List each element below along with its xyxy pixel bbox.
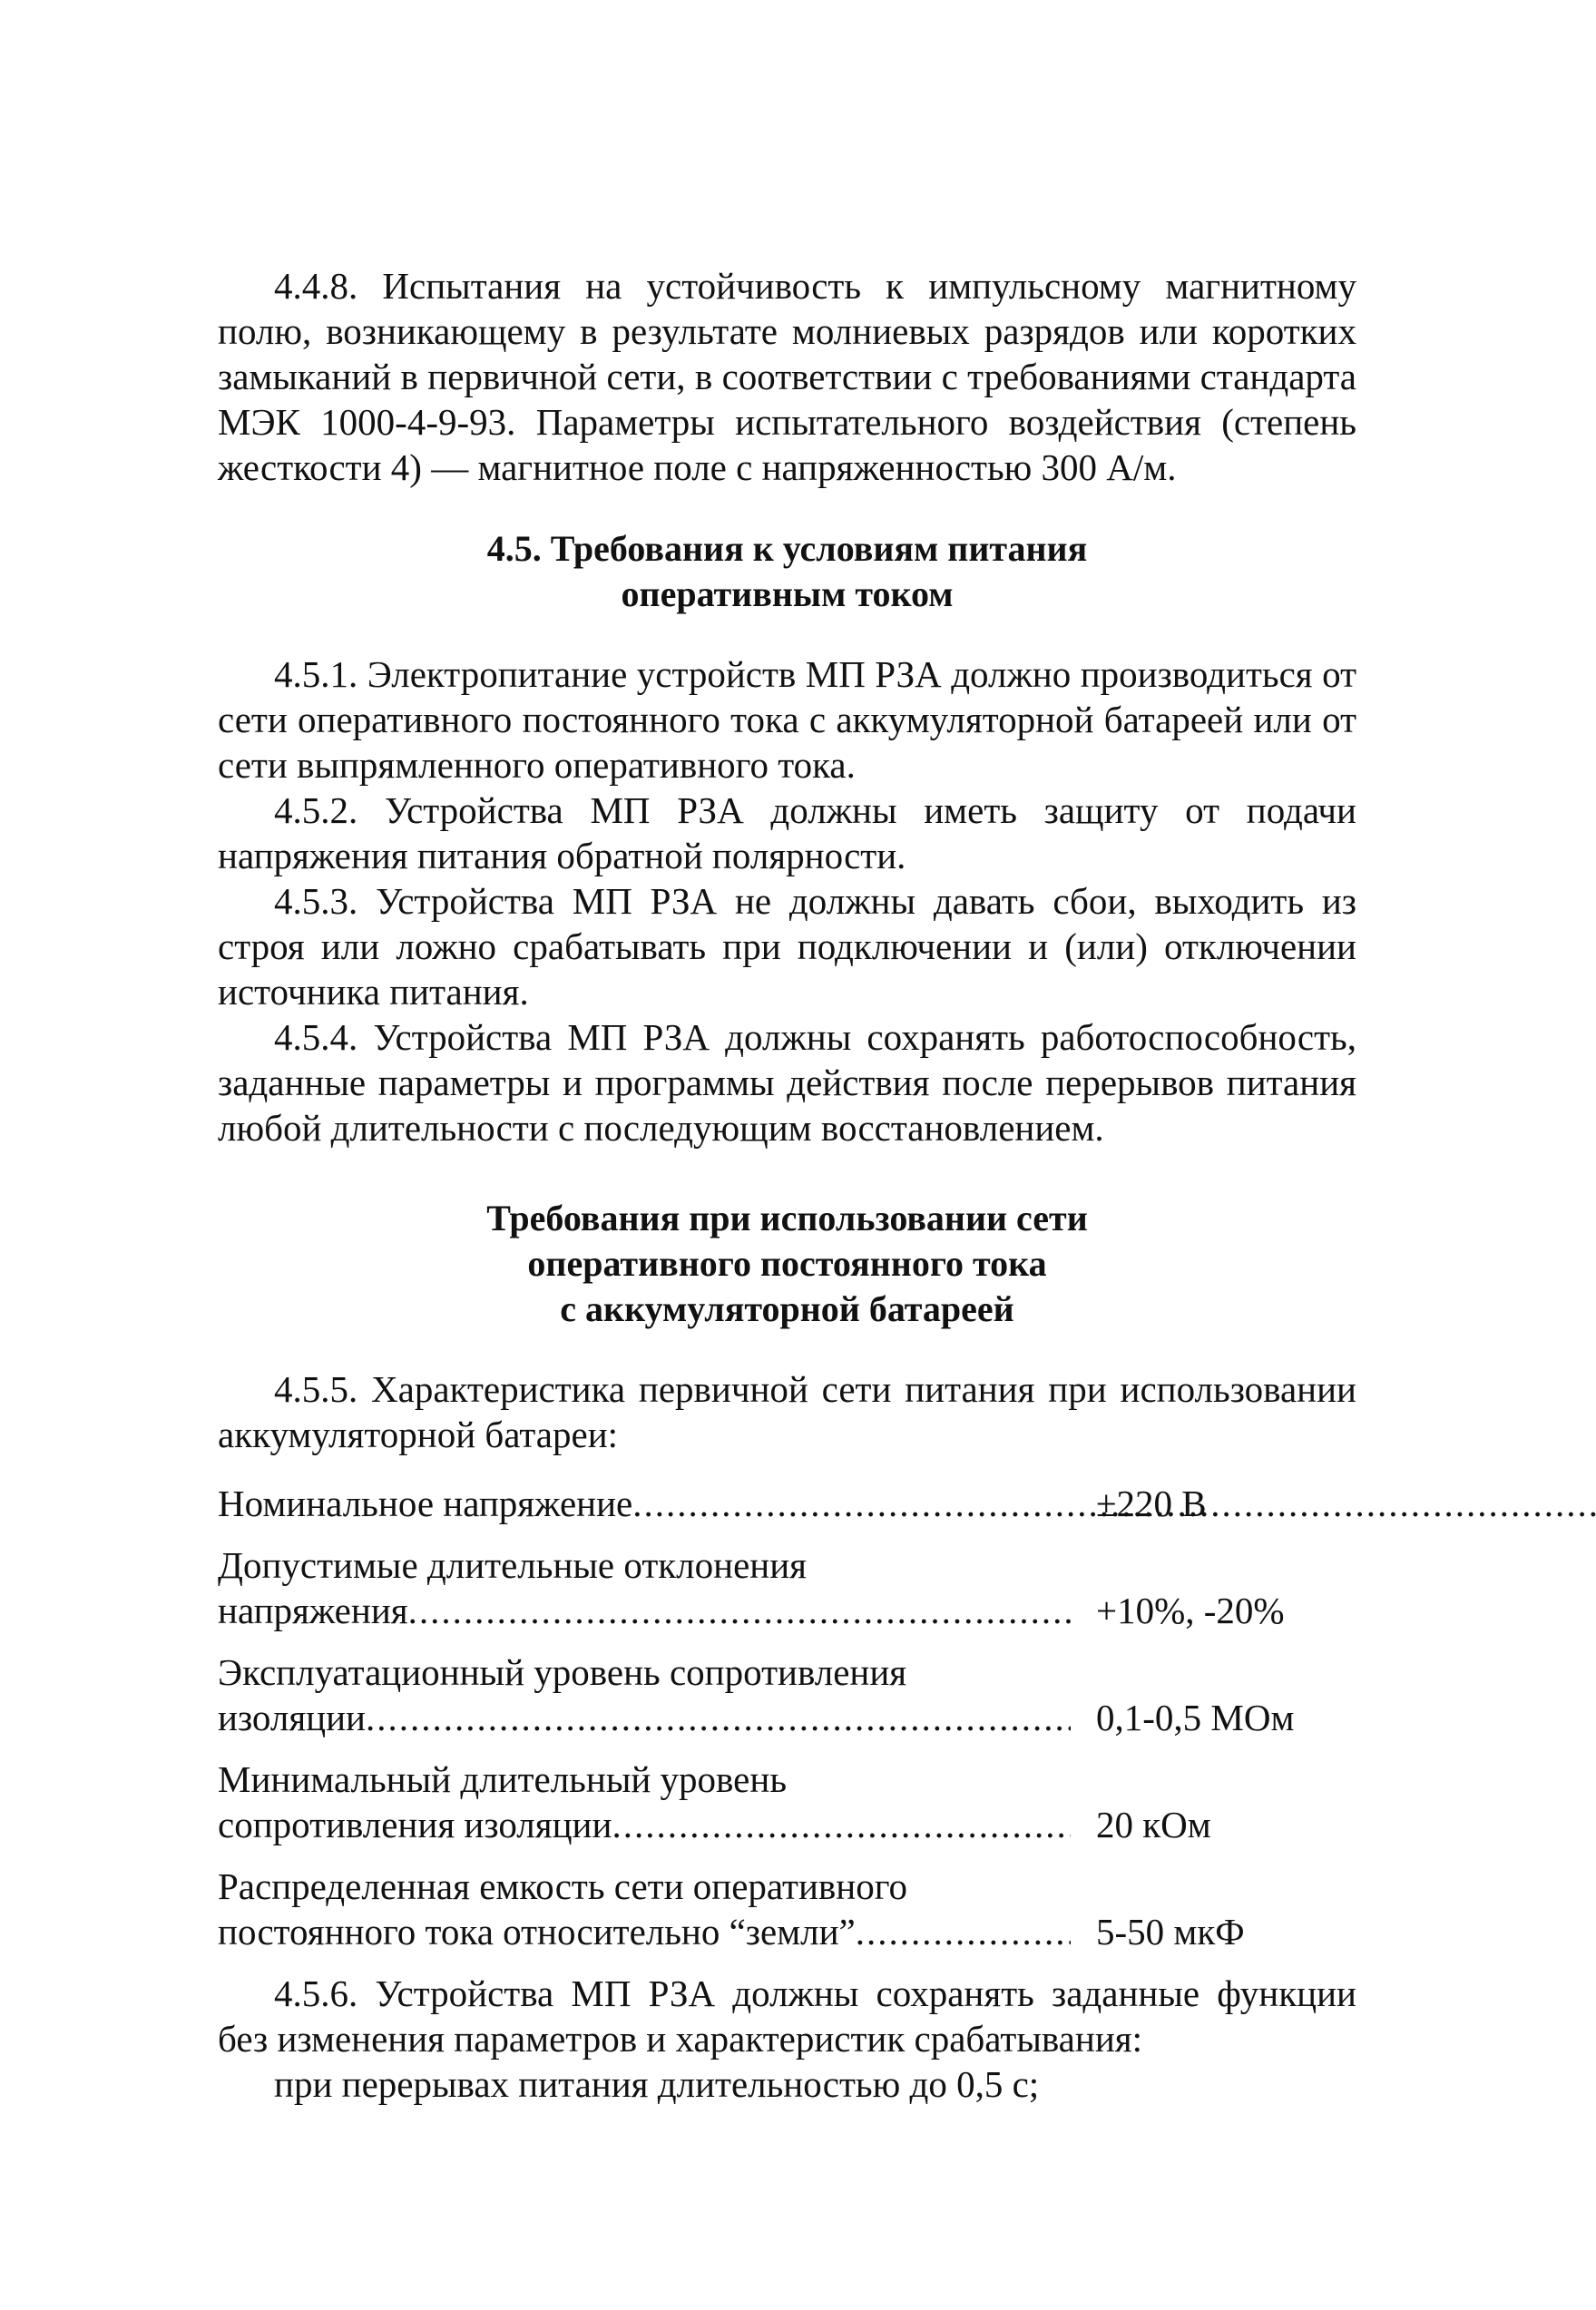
parameters-list xyxy=(218,1481,1356,1954)
heading-line: Требования при использовании сети xyxy=(486,1198,1088,1238)
param-value: +10%, -20% xyxy=(1096,1590,1285,1631)
heading-line: 4.5. Требования к условиям питания xyxy=(486,528,1088,569)
heading-line: оперативного постоянного тока xyxy=(527,1243,1047,1284)
param-row xyxy=(218,1481,1356,1526)
paragraph-4-5-6: 4.5.6. Устройства МП РЗА должны сохранять заданные функции без изменения параметров и характеристик срабатывания: xyxy=(218,1972,1356,2060)
param-row xyxy=(218,1542,1356,1633)
paragraph-4-5-2: 4.5.2. Устройства МП РЗА должны иметь защиту от подачи напряжения питания обратной полярности. xyxy=(218,789,1356,876)
param-row xyxy=(218,1757,1356,1847)
param-name-line2: постоянного тока относительно “земли” xyxy=(218,1911,856,1953)
dot-leader xyxy=(856,1909,1071,1954)
paragraph-4-5-1: 4.5.1. Электропитание устройств МП РЗА должно производиться от сети оперативного постоянного тока с аккумуляторной батареей или от сети выпрямленного оперативного тока. xyxy=(218,653,1356,786)
subsection-heading-battery xyxy=(218,1196,1356,1332)
dot-leader xyxy=(408,1588,1071,1633)
paragraph-4-5-5: 4.5.5. Характеристика первичной сети питания при использовании аккумуляторной батареи: xyxy=(218,1368,1356,1455)
dot-leader xyxy=(366,1695,1071,1740)
param-name-line2: сопротивления изоляции xyxy=(218,1804,612,1845)
section-heading-4-5 xyxy=(218,526,1356,617)
param-row xyxy=(218,1864,1356,1954)
param-name-line1: Минимальный длительный уровень xyxy=(218,1758,788,1800)
paragraph-4-5-3: 4.5.3. Устройства МП РЗА не должны давать сбои, выходить из строя или ложно срабатывать при подключении и (или) отключении источника питания. xyxy=(218,880,1356,1013)
param-name-line1: Эксплуатационный уровень сопротивления xyxy=(218,1651,907,1693)
heading-line: с аккумуляторной батареей xyxy=(560,1288,1014,1329)
param-name-line1: Допустимые длительные отклонения xyxy=(218,1544,808,1586)
param-name-line1: Распределенная емкость сети оперативного xyxy=(218,1865,908,1907)
paragraph-4-5-6-item: при перерывах питания длительностью до 0,5 с; xyxy=(274,2063,1040,2105)
document-page xyxy=(218,263,1356,2107)
param-name-line2: напряжения xyxy=(218,1590,408,1631)
param-value: 0,1-0,5 МОм xyxy=(1096,1697,1295,1738)
param-name: Номинальное напряжение xyxy=(218,1483,633,1524)
paragraph-4-5-4: 4.5.4. Устройства МП РЗА должны сохранять работоспособность, заданные параметры и программы действия после перерывов питания любой длительности с последующим восстановлением. xyxy=(218,1016,1356,1149)
param-row xyxy=(218,1649,1356,1740)
heading-line: оперативным током xyxy=(621,573,954,614)
dot-leader xyxy=(612,1802,1071,1847)
param-value: 20 кОм xyxy=(1096,1804,1211,1845)
param-value: 5-50 мкФ xyxy=(1096,1911,1245,1953)
paragraph-4-4-8: 4.4.8. Испытания на устойчивость к импульсному магнитному полю, возникающему в результате молниевых разрядов или коротких замыканий в первичной сети, в соответствии с требованиями стандарта МЭК 1000-4-9-93. Параметры испытательного воздействия (степень жесткости 4) — магнитное поле с напряженностью 300 А/м. xyxy=(218,265,1356,488)
param-value: ±220 В xyxy=(1096,1483,1207,1524)
param-name-line2: изоляции xyxy=(218,1697,366,1738)
